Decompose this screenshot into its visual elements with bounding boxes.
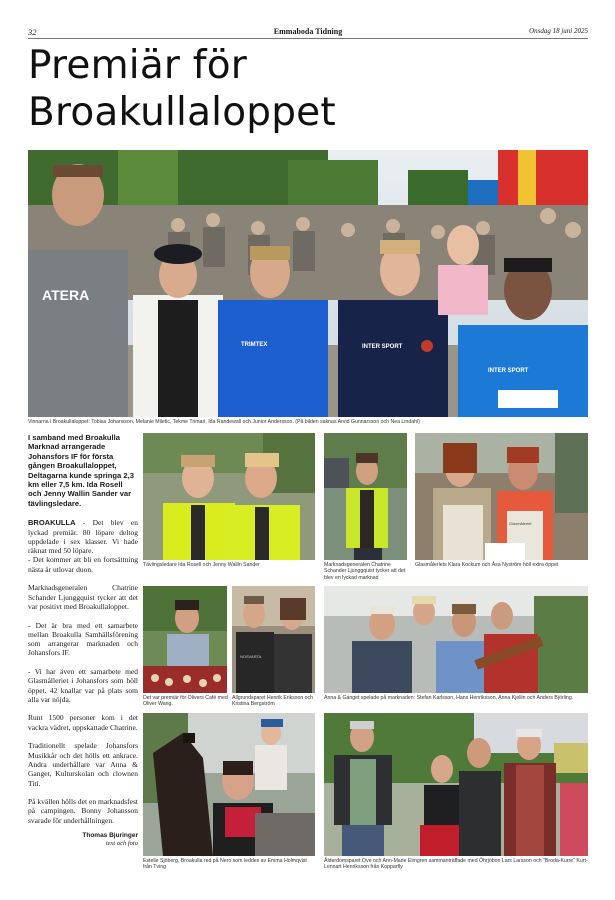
photo-glass-painters-caption: Glasmålerlets Klara Kockum och Åsa Nyström höll extra öppet	[415, 562, 559, 568]
photo-olivers-cafe	[143, 586, 227, 693]
photo-horse-rider-caption: Estelle Sjöberg, Broakulla red på Nero som leddes av Emma Holmqvist från Tving	[143, 858, 307, 871]
photo-market-general-caption: Marknadsgeneralen Chatrine Schander Ljunggquist tycker att det blev en lyckad marknad	[324, 562, 406, 581]
photo-race-leaders-caption: Tävlingsledare Ida Rosell och Jenny Wallin Sander	[143, 562, 260, 568]
article-body	[28, 433, 138, 848]
article-paragraph-5: Runt 1500 personer kom i det vackra vädret, uppskattade Chatrine.	[28, 713, 138, 732]
hero-photo-scene	[28, 150, 588, 417]
article-dateline: BROAKULLA	[28, 518, 76, 528]
photo-glass-painters	[415, 433, 588, 560]
photo-market-general	[324, 433, 407, 560]
photo-olivers-cafe-caption: Det var premiär för Olivers Café med Oliver Wang.	[143, 695, 228, 708]
page-number: 32	[28, 27, 37, 37]
article-byline: Thomas Bjuringer	[82, 832, 138, 840]
article-paragraph-6: Traditionellt spelade Johansfors Musikkår och det hölls ett ankrace. Andra underhållare var Anna & Ganget, Kulturskolan och clownen Titi.	[28, 741, 138, 788]
photo-allgrund-couple-caption: Allgrundsparet Henrik Eriksson och Kristina Bergström	[232, 695, 314, 708]
photo-elders-group	[324, 713, 588, 856]
photo-elders-group-caption: Ålderdomsparet Ove och Ann-Marie Elmgren sammanträffade med Öhrjöbon Lars Larsson och "Broda-Kurre" Kurt-Lennart Henriksson från Kopparfly	[324, 858, 588, 871]
article-paragraph-4: - Vi har även ett samarbete med Glasmålleriet i Johansfors som höll öppet. 42 knallar var på plats som alla var nöjda.	[28, 667, 138, 704]
hero-shirt-trimtex: TRIMTEX	[241, 342, 268, 348]
article-headline	[28, 42, 588, 136]
hero-shirt-intersport-1: INTER SPORT	[362, 344, 403, 350]
article-paragraph-1b: - Det kommer att bli en fortsättning nästa år utlovar duon.	[28, 555, 138, 574]
photo-band-caption: Anna & Ganget spelade på marknaden: Stefan Karlsson, Hans Henriksson, Anna Kjellin och Anders Björling.	[324, 695, 574, 701]
photo-horse-rider	[143, 713, 315, 856]
page-header	[28, 27, 588, 39]
headline-line-2: Broakullaloppet	[28, 90, 336, 135]
hero-shirt-atera: ATERA	[42, 287, 90, 303]
photo-allgrund-couple	[232, 586, 315, 693]
hero-photo	[28, 150, 588, 417]
article-byline-note: text och foto	[105, 840, 138, 848]
hero-shirt-intersport-2: INTER SPORT	[488, 368, 529, 374]
photo-race-leaders	[143, 433, 315, 560]
article-paragraph-3: - Det är bra med ett samarbete mellan Broakulla Samhällsförening som arrangerar marknaden och Johansfors IF.	[28, 620, 138, 658]
photo-band	[324, 586, 588, 693]
article-paragraph-1: BROAKULLA - Det blev en lyckad premiär. 80 löpare deltog uppdelade i sex klasser. Vi hade räknat med 50 löpare.	[28, 518, 138, 556]
newspaper-name: Emmaboda Tidning	[273, 27, 343, 36]
headline-line-1: Premiär för	[28, 43, 247, 88]
article-lead: I samband med Broakulla Marknad arrangerade Johansfors IF för första gången Broakullaloppet, Deltagarna kunde springa 2,3 km eller 7,5 km. Ida Rosell och Jenny Wallin Sander var tävlingsledare.	[28, 433, 134, 508]
article-paragraph-2: Marknadsgeneralen Chatrine Schander Ljunggquist tycker att det var positivt med Broakullaloppet.	[28, 583, 138, 611]
article-paragraph-7: På kvällen hölls det en marknadsfest på campingen. Bonny Johansson svarade för underhållningen.	[28, 797, 138, 825]
shirt-text: NOSVARTA	[240, 654, 262, 659]
issue-date: Onsdag 18 juni 2025	[529, 27, 588, 35]
glass-apron-text: Glasmåleriet	[509, 521, 532, 526]
hero-caption: Vinnarna i Broakullaloppet: Tobias Johansson, Melanie Miletic, Tekme Trimari, Ida Randewall och Junior Andersson. (På bilden saknas Arvid Gunnarsson och Nea Lindahl)	[28, 419, 420, 425]
